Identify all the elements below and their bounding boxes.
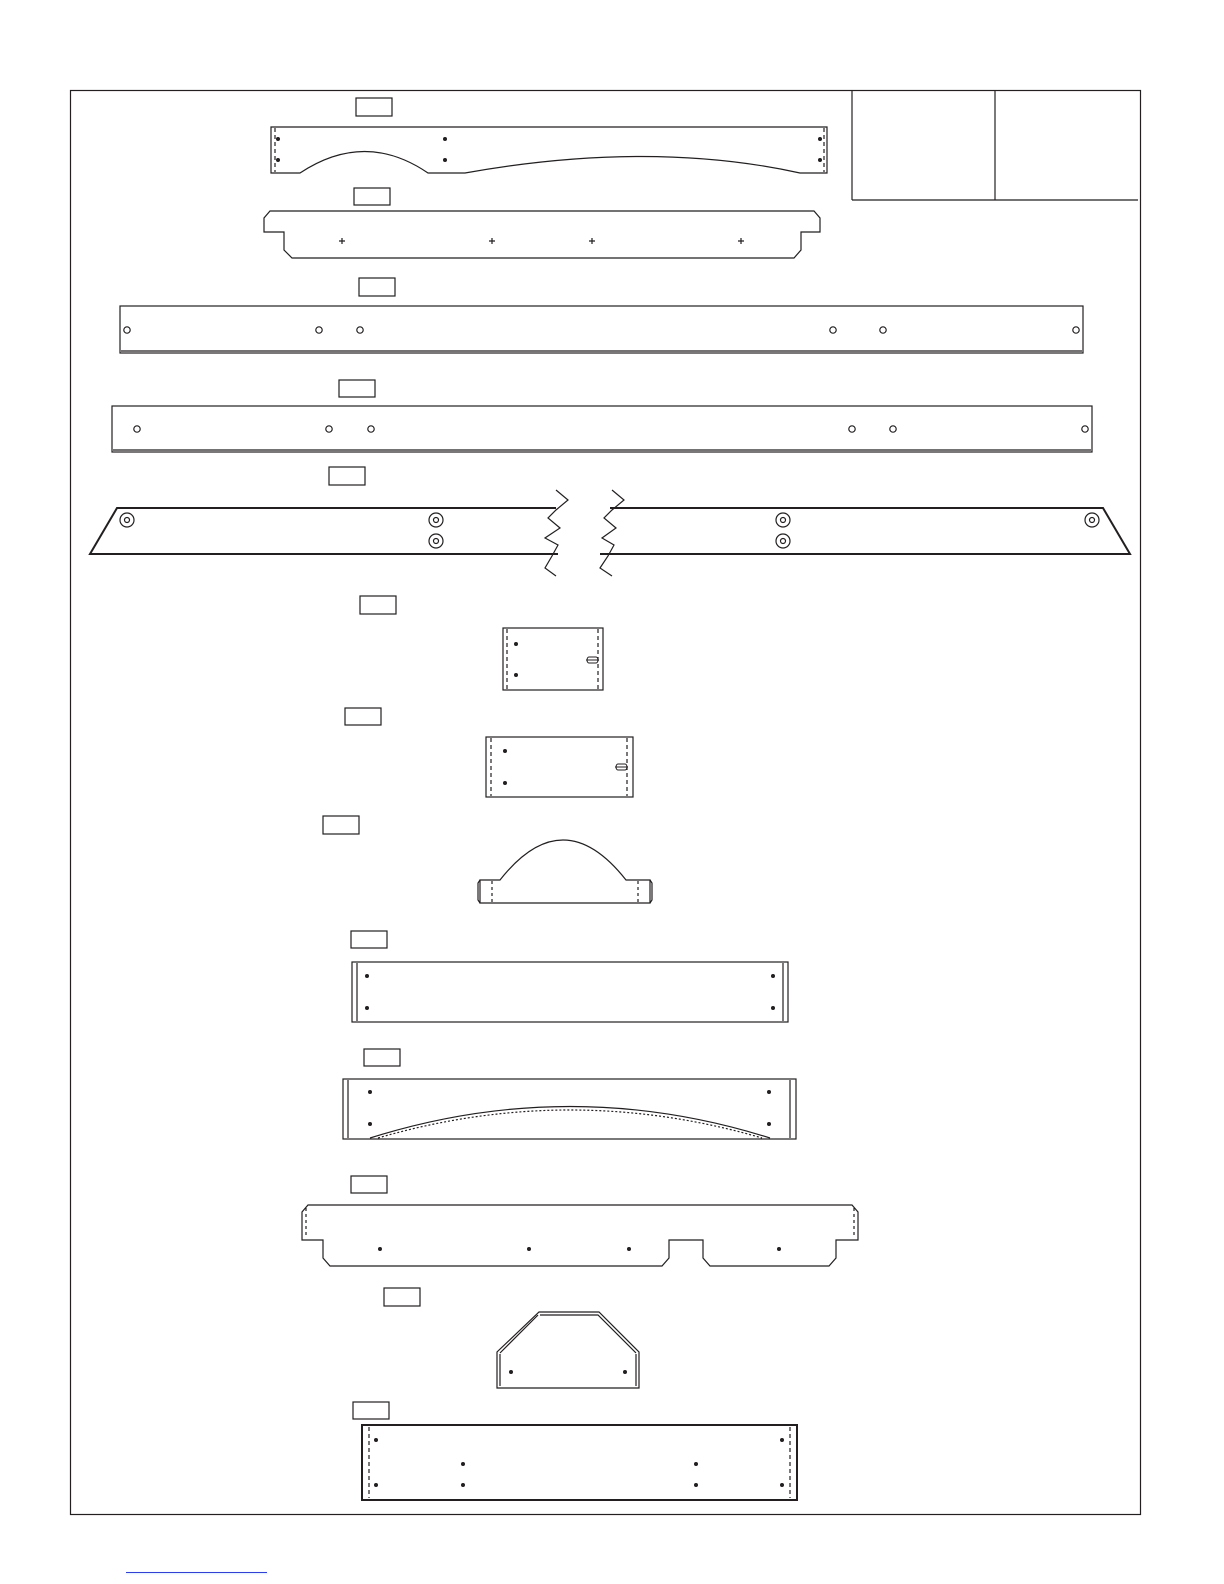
part-outline [343, 1079, 796, 1139]
part-label-box [384, 1288, 420, 1306]
footer-link[interactable] [126, 1572, 267, 1573]
part-medium-panel [351, 931, 788, 1022]
part-outline [480, 840, 650, 903]
part-outline [503, 628, 603, 690]
break-line-left [545, 490, 568, 576]
part-outline [264, 211, 820, 258]
part-label-box [323, 816, 359, 834]
part-label-box [351, 931, 387, 948]
part-bottom-panel [353, 1402, 797, 1500]
part-label-box [359, 278, 395, 296]
part-long-board-2 [112, 380, 1092, 452]
part-notched-rail [264, 188, 820, 258]
part-label-box [329, 467, 365, 485]
page-frame [71, 91, 1141, 1515]
part-arched-top-rail [271, 98, 827, 173]
part-label-box [356, 98, 392, 116]
title-block [852, 91, 1138, 200]
part-label-box [353, 1402, 389, 1419]
part-outline [302, 1205, 858, 1266]
part-label-box [360, 596, 396, 614]
part-label-box [354, 188, 390, 205]
part-label-box [345, 708, 381, 725]
part-outline [112, 406, 1092, 452]
part-long-board-1 [120, 278, 1083, 353]
part-outline-right [600, 508, 1130, 554]
part-outline [486, 737, 633, 797]
part-hexagonal-block [384, 1288, 639, 1388]
part-outline [362, 1425, 797, 1500]
part-outline [271, 127, 827, 173]
part-long-beveled-beam [90, 467, 1130, 576]
part-notched-shelf [302, 1176, 858, 1266]
part-outline [352, 962, 788, 1022]
part-label-box [339, 380, 375, 397]
part-curved-panel [343, 1049, 796, 1139]
part-outline [497, 1312, 639, 1388]
part-half-round-crest [323, 816, 652, 903]
break-line-right [600, 490, 624, 576]
part-label-box [364, 1049, 400, 1066]
part-outline [120, 306, 1083, 353]
part-outline-left [90, 508, 558, 554]
part-label-box [351, 1176, 387, 1193]
part-small-block-2 [345, 708, 633, 797]
part-small-block-1 [360, 596, 603, 690]
